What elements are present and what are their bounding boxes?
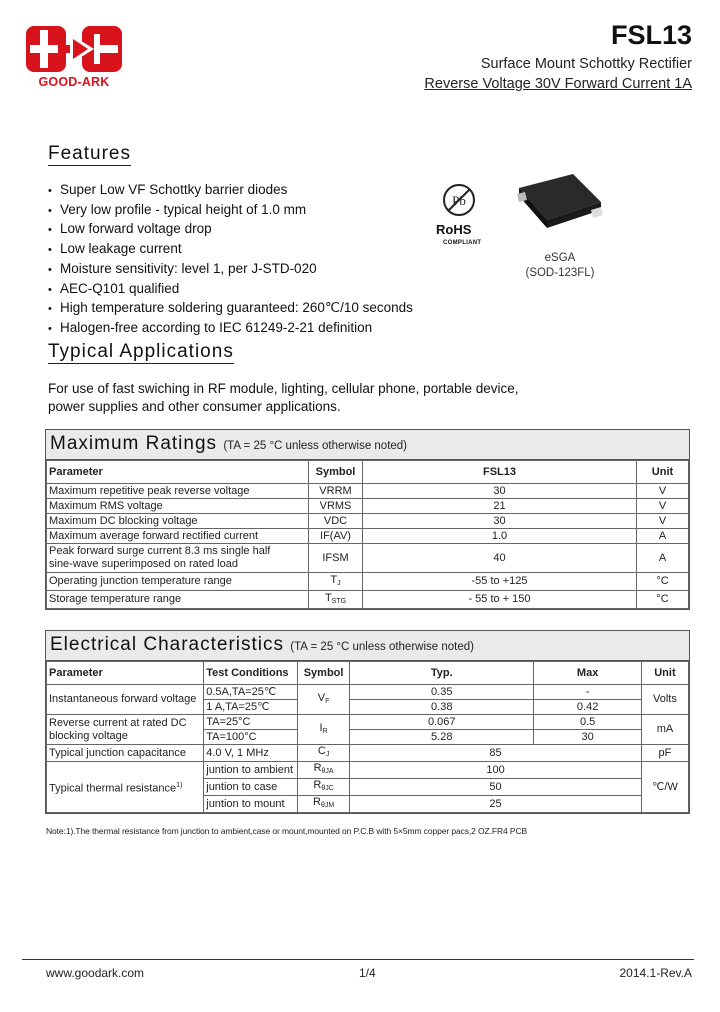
value-cell: 21 [363,499,637,514]
typ-cell: 0.067 [350,715,534,730]
value-cell: -55 to +125 [363,573,637,591]
table-row [47,544,689,573]
header-cell: Test Conditions [204,662,298,685]
unit-cell: A [637,529,689,544]
value-cell: 30 [363,514,637,529]
table-row [47,591,689,609]
max-cell: 30 [534,730,642,745]
unit-cell: pF [641,745,688,762]
maximum-ratings-condition: (TA = 25 °C unless otherwise noted) [223,440,408,452]
package-name: eSGA [544,252,576,264]
param-cell: Maximum RMS voltage [47,499,309,514]
test-cell: 0.5A,TA=25℃ [204,685,298,700]
header-cell: Parameter [47,461,309,484]
header-cell: Unit [637,461,689,484]
product-ratings-summary: Reverse Voltage 30V Forward Current 1A [424,76,692,92]
footer-revision: 2014.1-Rev.A [619,966,692,980]
symbol-cell: $R_{\theta JM}$ [298,796,350,813]
brand-logo [20,24,128,90]
param-cell: Instantaneous forward voltage [47,685,204,715]
list-item: • Halogen-free according to IEC 61249-2-21 definition [48,319,373,335]
param-cell: Reverse current at rated DC blocking voltage [47,715,204,745]
rohs-label: RoHS [436,222,472,237]
header-cell: Max [534,662,642,685]
header-cell: Parameter [47,662,204,685]
header-cell: Symbol [298,662,350,685]
value-cell: 1.0 [363,529,637,544]
value-cell: 50 [350,779,642,796]
value-cell: 25 [350,796,642,813]
table-row [47,484,689,499]
applications-line-2: power supplies and other consumer applications. [48,399,341,414]
param-cell: Typical thermal resistance$^{1)}$ [47,762,204,813]
maximum-ratings-title: Maximum Ratings [50,433,218,454]
electrical-title: Electrical Characteristics [50,634,284,655]
table-row [47,685,689,700]
electrical-grid [46,661,689,813]
value-cell: 40 [363,544,637,573]
applications-line-1: For use of fast swiching in RF module, lighting, cellular phone, portable device, [48,381,519,396]
symbol-cell: $R_{\theta JC}$ [298,779,350,796]
header-cell: Symbol [309,461,363,484]
symbol-cell: $R_{\theta JA}$ [298,762,350,779]
unit-cell: V [637,514,689,529]
symbol-cell: VRRM [309,484,363,499]
unit-cell: Volts [641,685,688,715]
test-cell: juntion to case [204,779,298,796]
electrical-condition: (TA = 25 °C unless otherwise noted) [290,641,474,653]
typ-cell: 5.28 [350,730,534,745]
symbol-cell: VDC [309,514,363,529]
table-row [47,514,689,529]
unit-cell: V [637,484,689,499]
symbol-cell: IF(AV) [309,529,363,544]
unit-cell: V [637,499,689,514]
table-header-row [47,461,689,484]
unit-cell: A [637,544,689,573]
symbol-cell: IFSM [309,544,363,573]
brand-name: GOOD-ARK [38,75,110,89]
footer-url[interactable]: www.goodark.com [46,966,145,980]
features-list [48,181,413,339]
test-cell: TA=25°C [204,715,298,730]
value-cell: 100 [350,762,642,779]
table-row [47,529,689,544]
symbol-cell: $V_F$ [298,685,350,715]
pb-label: Pb [452,193,466,208]
max-cell: 0.5 [534,715,642,730]
unit-cell: °C [637,591,689,609]
list-item: • Moisture sensitivity: level 1, per J-STD-020 [48,260,317,276]
list-item: • Low leakage current [48,241,182,257]
list-item: • Very low profile - typical height of 1.0 mm [48,201,307,217]
max-cell: - [534,685,642,700]
test-cell: juntion to ambient [204,762,298,779]
param-cell: Maximum repetitive peak reverse voltage [47,484,309,499]
electrical-characteristics-table [45,630,690,814]
symbol-cell: $C_J$ [298,745,350,762]
table-row [47,715,689,730]
thermal-note: Note:1).The thermal resistance from junction to ambient,case or mount,mounted on P.C.B with 5×5mm copper pacs,2 OZ.FR4 PCB [46,826,528,836]
typ-cell: 0.38 [350,700,534,715]
unit-cell: °C [637,573,689,591]
param-cell: Typical junction capacitance [47,745,204,762]
test-cell: TA=100°C [204,730,298,745]
header-cell: Typ. [350,662,534,685]
list-item: • Super Low VF Schottky barrier diodes [48,182,288,197]
test-cell: juntion to mount [204,796,298,813]
unit-cell: mA [641,715,688,745]
test-cell: 1 A,TA=25℃ [204,700,298,715]
symbol-cell: $I_R$ [298,715,350,745]
table-header-row [47,662,689,685]
list-item: • Low forward voltage drop [48,221,212,237]
package-image [513,172,605,230]
symbol-cell: VRMS [309,499,363,514]
table-row [47,745,689,762]
rohs-compliant-label: COMPLIANT [443,240,482,246]
footer-divider [22,959,694,960]
test-cell: 4.0 V, 1 MHz [204,745,298,762]
part-number: FSL13 [610,20,692,50]
value-cell: 30 [363,484,637,499]
param-cell: Storage temperature range [47,591,309,609]
list-item: • High temperature soldering guaranteed: 260℃/10 seconds [48,300,413,316]
table-row [47,499,689,514]
package-code: (SOD-123FL) [525,267,595,279]
applications-heading: Typical Applications [48,341,234,362]
max-cell: 0.42 [534,700,642,715]
unit-cell: ℃/W [641,762,688,813]
footer-page: 1/4 [359,966,376,980]
features-heading: Features [48,143,131,164]
header-cell: FSL13 [363,461,637,484]
value-cell: - 55 to + 150 [363,591,637,609]
param-cell: Maximum DC blocking voltage [47,514,309,529]
table-row [47,762,689,779]
maximum-ratings-grid [46,460,689,609]
list-item: • AEC-Q101 qualified [48,280,180,296]
symbol-cell: $T_J$ [309,573,363,591]
good-ark-logo-icon [20,24,128,74]
maximum-ratings-table [45,429,690,610]
param-cell: Operating junction temperature range [47,573,309,591]
maximum-ratings-title-bar [46,430,689,460]
typ-cell: 0.35 [350,685,534,700]
param-cell: Peak forward surge current 8.3 ms single half sine-wave superimposed on rated load [47,544,309,573]
header-cell: Unit [641,662,688,685]
table-row [47,573,689,591]
symbol-cell: $T_{STG}$ [309,591,363,609]
param-cell: Maximum average forward rectified current [47,529,309,544]
pb-free-icon [441,182,477,218]
electrical-title-bar [46,631,689,661]
product-subtitle: Surface Mount Schottky Rectifier [480,56,692,72]
value-cell: 85 [350,745,642,762]
